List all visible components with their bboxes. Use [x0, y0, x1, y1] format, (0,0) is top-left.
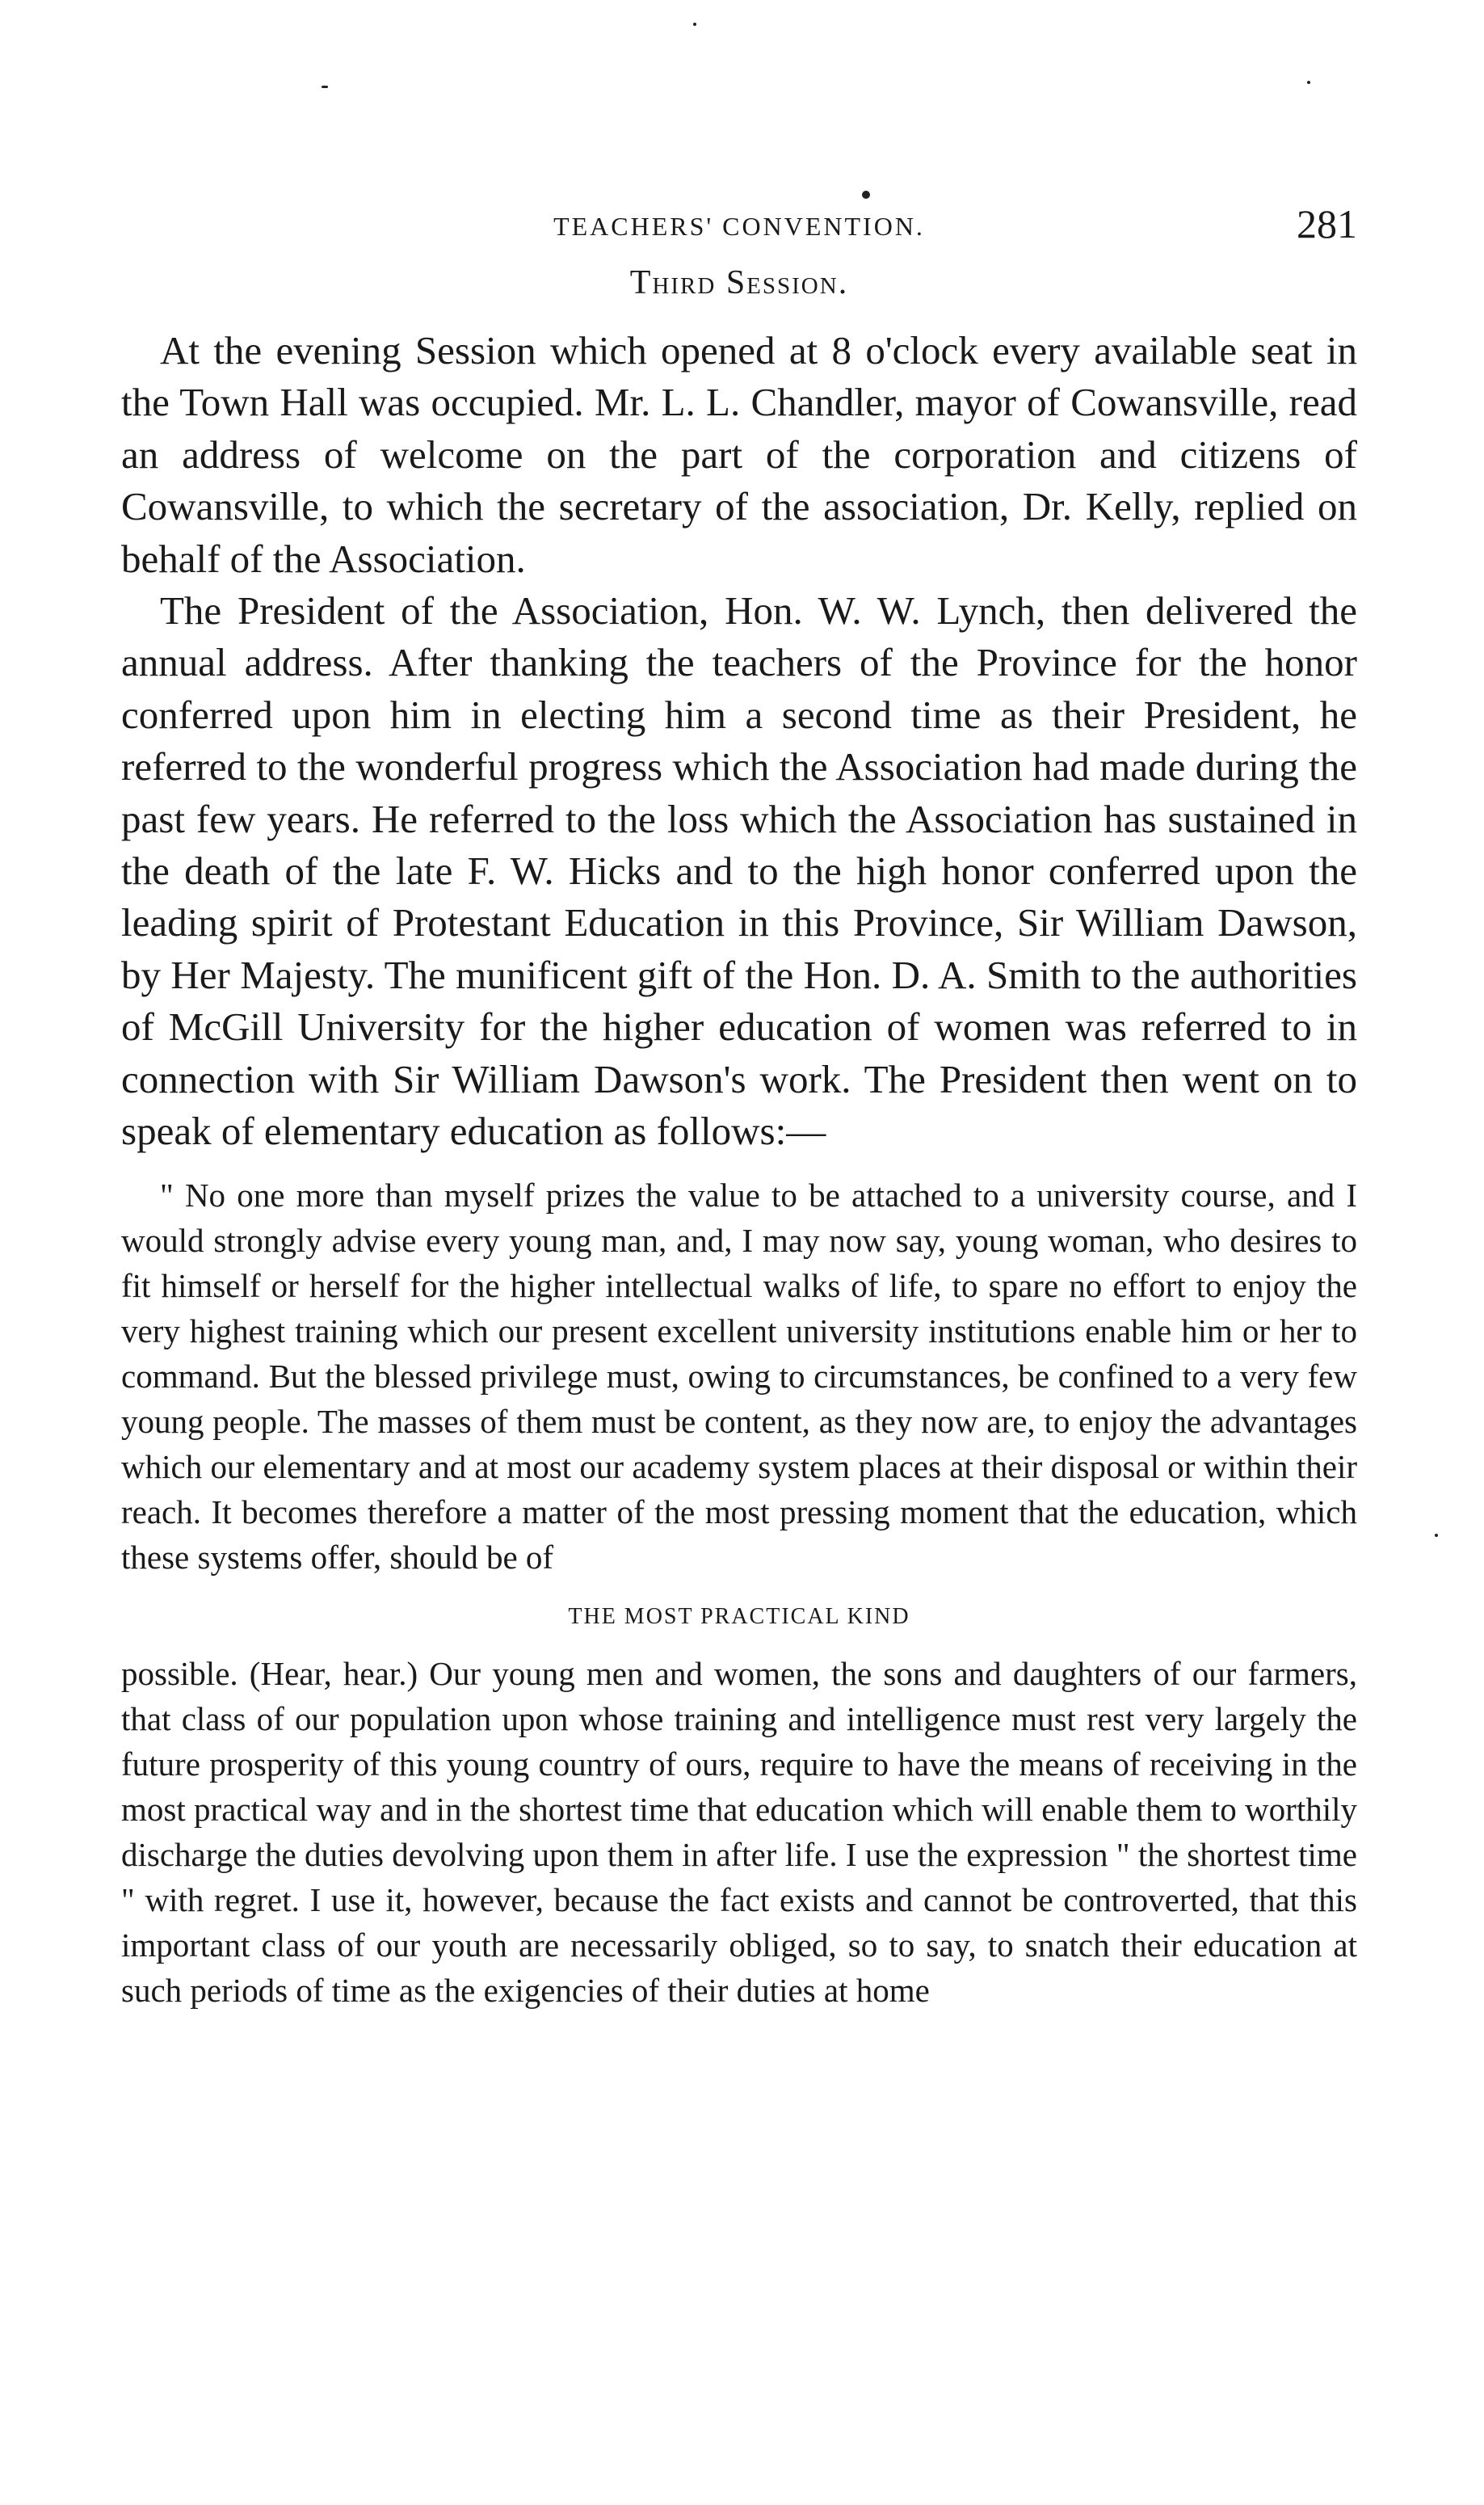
header-bullet — [862, 191, 870, 199]
quote-sub-heading: THE MOST PRACTICAL KIND — [568, 1603, 910, 1629]
quoted-address-part-1: " No one more than myself prizes the value to be attached to a university course, and I would strongly advise every young man, and, I may now say, young woman, who desires to fit himself or herself for the higher intellectual walks of life, to spare no effort to enjoy the very highest training which our present excellent university institutions enable him or her to command. But the blessed privilege must, owing to circumstances, be confined to a very few young people. The masses of them must be content, as they now are, to enjoy the advantages which our elementary and at most our academy system places at their disposal or within their reach. It becomes therefore a matter of the most pressing moment that the education, which these systems offer, should be of — [121, 1176, 1357, 1576]
paragraph-evening-session: At the evening Session which opened at 8 o'clock every available seat in the Town Hall was occupied. Mr. L. L. Chandler, mayor of Cowansville, read an address of welcome on the part of the corporation and citizens of Cowansville, to which the secretary of the association, Dr. Kelly, replied on behalf of the Association. — [121, 328, 1357, 581]
book-page — [121, 162, 1357, 2013]
section-heading: Third Session. — [629, 264, 849, 301]
page-speck-margin — [1435, 1534, 1438, 1537]
quoted-address-part-2: possible. (Hear, hear.) Our young men and women, the sons and daughters of our farmers, that class of our population upon whose training and intelligence must rest very largely the future prosperity of this young country of ours, require to have the means of receiving in the most practical way and in the shortest time that education which will enable them to worthily discharge the duties devolving upon them in after life. I use the expression " the shortest time " with regret. I use it, however, because the fact exists and cannot be controverted, that this important class of our youth are necessarily obliged, so to say, to snatch their education at such periods of time as the exigencies of their duties at home — [121, 1654, 1357, 2009]
paragraph-president-address: The President of the Association, Hon. W. W. Lynch, then delivered the annual address. After thanking the teachers of the Province for the honor conferred upon him in electing him a second time as their President, he referred to the wonderful progress which the Association had made during the past few years. He referred to the loss which the Association has sustained in the death of the late F. W. Hicks and to the high honor conferred upon the leading spirit of Protestant Education in this Province, Sir William Dawson, by Her Majesty. The munificent gift of the Hon. D. A. Smith to the authorities of McGill University for the higher education of women was referred to in connection with Sir William Dawson's work. The President then went on to speak of elementary education as follows:— — [121, 588, 1357, 1154]
page-speck-right — [1307, 81, 1310, 84]
running-head — [121, 162, 1357, 250]
page-number: 281 — [1297, 201, 1357, 246]
page-speck-left — [322, 86, 328, 88]
page-speck-top — [693, 23, 696, 26]
running-title: TEACHERS' CONVENTION. — [553, 212, 925, 241]
